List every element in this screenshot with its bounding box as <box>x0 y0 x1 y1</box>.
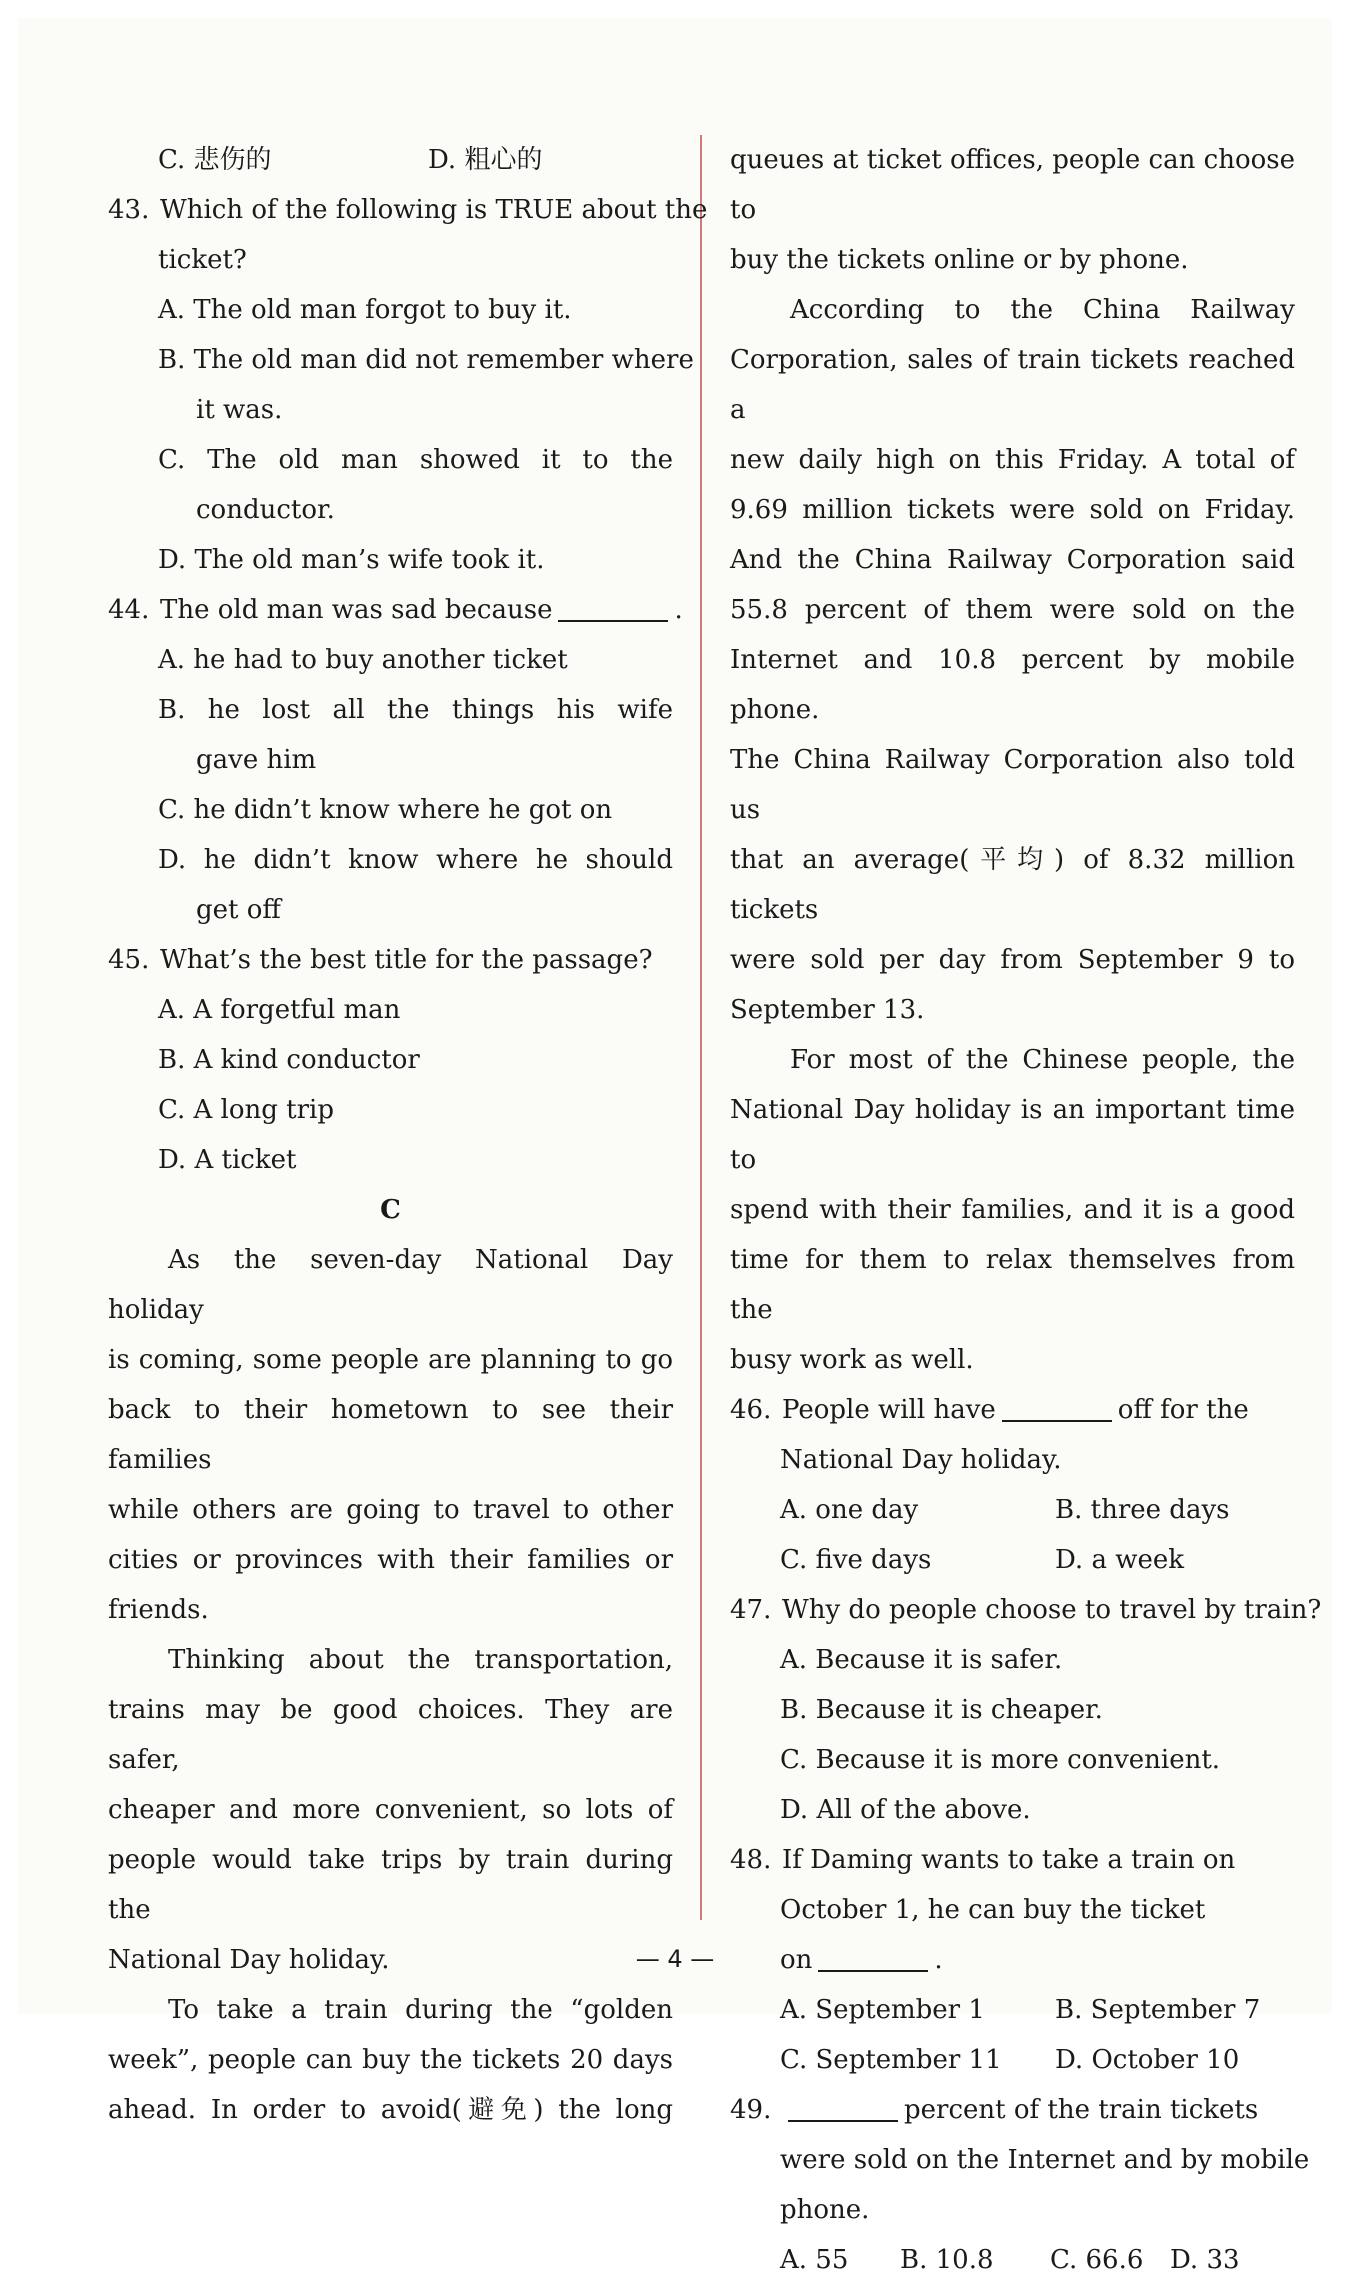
q48-options-row1 <box>730 1985 1295 2035</box>
question-44 <box>108 585 683 635</box>
paragraph-line: To take a train during the “golden <box>168 1995 673 2025</box>
option-b: B. September 7 <box>1055 1995 1261 2025</box>
question-text-cont: October 1, he can buy the ticket <box>780 1895 1206 1925</box>
option-c: C. A long trip <box>158 1095 334 1125</box>
answer-blank <box>1002 1394 1112 1422</box>
option-a: A. September 1 <box>780 1995 985 2025</box>
question-text: The old man was sad because <box>160 595 553 625</box>
paragraph-line: National Day holiday. <box>108 1945 390 1975</box>
question-text-post: off for the <box>1117 1395 1249 1425</box>
paragraph-line: Internet and 10.8 percent by mobile phone. <box>730 645 1295 725</box>
question-46 <box>730 1385 1295 1435</box>
paragraph-line: buy the tickets online or by phone. <box>730 245 1189 275</box>
question-number: 49. <box>730 2095 772 2125</box>
page-number: — 4 — <box>635 1945 715 1973</box>
paragraph-line: cities or provinces with their families or <box>108 1545 673 1575</box>
paragraph-line: while others are going to travel to other <box>108 1495 673 1525</box>
option-b: B. The old man did not remember where <box>158 345 694 375</box>
column-divider <box>700 135 702 1920</box>
option-a: A. A forgetful man <box>158 995 401 1025</box>
option-c: C. September 11 <box>780 2045 1002 2075</box>
question-text-on: on <box>780 1945 813 1975</box>
option-c: C. 66.6 <box>1050 2245 1144 2275</box>
option-d: D. 33 <box>1170 2245 1240 2275</box>
paragraph-line: Thinking about the transportation, <box>168 1645 673 1675</box>
question-end: . <box>934 1945 943 1975</box>
paragraph-line: people would take trips by train during the <box>108 1845 673 1925</box>
paragraph-line: According to the China Railway <box>790 295 1295 325</box>
option-a: A. 55 <box>780 2245 849 2275</box>
paragraph-line: time for them to relax themselves from the <box>730 1245 1295 1325</box>
option-c: C. 悲伤的 <box>158 145 272 175</box>
question-text: percent of the train tickets <box>904 2095 1259 2125</box>
option-b: B. he lost all the things his wife <box>158 695 673 725</box>
option-d: D. he didn’t know where he should <box>158 845 673 875</box>
option-d: D. a week <box>1055 1545 1184 1575</box>
option-c: C. he didn’t know where he got on <box>158 795 613 825</box>
question-end: . <box>674 595 683 625</box>
option-d: D. 粗心的 <box>428 145 543 175</box>
question-48 <box>730 1835 1295 1885</box>
paragraph-line: back to their hometown to see their families <box>108 1395 673 1475</box>
question-49 <box>730 2085 1295 2135</box>
question-text-cont: phone. <box>780 2195 870 2225</box>
paragraph-line: 55.8 percent of them were sold on the <box>730 595 1295 625</box>
option-a: A. he had to buy another ticket <box>158 645 568 675</box>
paragraph-line: As the seven-day National Day holiday <box>108 1245 673 1325</box>
option-b: B. 10.8 <box>900 2245 994 2275</box>
option-b-cont: gave him <box>196 745 317 775</box>
question-number: 46. <box>730 1395 772 1425</box>
question-number: 44. <box>108 595 150 625</box>
option-a: A. Because it is safer. <box>780 1645 1063 1675</box>
option-d: D. All of the above. <box>780 1795 1031 1825</box>
paragraph-line: cheaper and more convenient, so lots of <box>108 1795 673 1825</box>
answer-blank <box>558 594 668 622</box>
paragraph-line: And the China Railway Corporation said <box>730 545 1295 575</box>
question-number: 48. <box>730 1845 772 1875</box>
question-47 <box>730 1585 1322 1635</box>
q46-options-row1 <box>730 1485 1295 1535</box>
paragraph-line: busy work as well. <box>730 1345 974 1375</box>
paragraph-line: were sold per day from September 9 to <box>730 945 1295 975</box>
paragraph-line: Corporation, sales of train tickets reached a <box>730 345 1295 425</box>
q49-options <box>730 2235 1295 2285</box>
question-number: 43. <box>108 195 150 225</box>
option-b: B. three days <box>1055 1495 1230 1525</box>
paragraph-line: trains may be good choices. They are safer, <box>108 1695 673 1775</box>
q48-options-row2 <box>730 2035 1295 2085</box>
question-number: 45. <box>108 945 150 975</box>
option-d: D. The old man’s wife took it. <box>158 545 545 575</box>
question-text: People will have <box>782 1395 996 1425</box>
paragraph-line: new daily high on this Friday. A total of <box>730 445 1295 475</box>
option-b: B. Because it is cheaper. <box>780 1695 1103 1725</box>
question-number: 47. <box>730 1595 772 1625</box>
option-c: C. five days <box>780 1545 932 1575</box>
left-column <box>108 135 708 2135</box>
question-text-cont: were sold on the Internet and by mobile <box>780 2145 1310 2175</box>
question-45 <box>108 935 673 985</box>
answer-blank <box>788 2094 898 2122</box>
q42-options <box>108 135 673 185</box>
paragraph-line: The China Railway Corporation also told us <box>730 745 1295 825</box>
paragraph-line: ahead. In order to avoid(避免) the long <box>108 2095 673 2125</box>
option-d: D. A ticket <box>158 1145 297 1175</box>
paragraph-line: queues at ticket offices, people can choose to <box>730 145 1295 225</box>
paragraph-line: week”, people can buy the tickets 20 days <box>108 2045 673 2075</box>
question-text-cont: ticket? <box>158 245 247 275</box>
question-text-cont: National Day holiday. <box>780 1445 1062 1475</box>
paragraph-line: that an average(平均) of 8.32 million tickets <box>730 845 1295 925</box>
q46-options-row2 <box>730 1535 1295 1585</box>
option-b: B. A kind conductor <box>158 1045 420 1075</box>
question-text: If Daming wants to take a train on <box>782 1845 1236 1875</box>
paragraph-line: is coming, some people are planning to go <box>108 1345 673 1375</box>
question-text: What’s the best title for the passage? <box>160 945 653 975</box>
question-text: Which of the following is TRUE about the <box>160 195 708 225</box>
option-c-cont: conductor. <box>196 495 335 525</box>
option-c: C. The old man showed it to the <box>158 445 673 475</box>
section-heading: C <box>380 1195 401 1225</box>
paragraph-line: 9.69 million tickets were sold on Friday. <box>730 495 1295 525</box>
option-d: D. October 10 <box>1055 2045 1240 2075</box>
question-43 <box>108 185 708 235</box>
option-a: A. The old man forgot to buy it. <box>158 295 572 325</box>
paragraph-line: spend with their families, and it is a good <box>730 1195 1295 1225</box>
option-b-cont: it was. <box>196 395 283 425</box>
option-a: A. one day <box>780 1495 919 1525</box>
paragraph-line: friends. <box>108 1595 209 1625</box>
option-d-cont: get off <box>196 895 281 925</box>
paragraph-line: National Day holiday is an important time to <box>730 1095 1295 1175</box>
question-text: Why do people choose to travel by train? <box>782 1595 1322 1625</box>
option-c: C. Because it is more convenient. <box>780 1745 1221 1775</box>
paragraph-line: September 13. <box>730 995 925 1025</box>
paragraph-line: For most of the Chinese people, the <box>790 1045 1295 1075</box>
